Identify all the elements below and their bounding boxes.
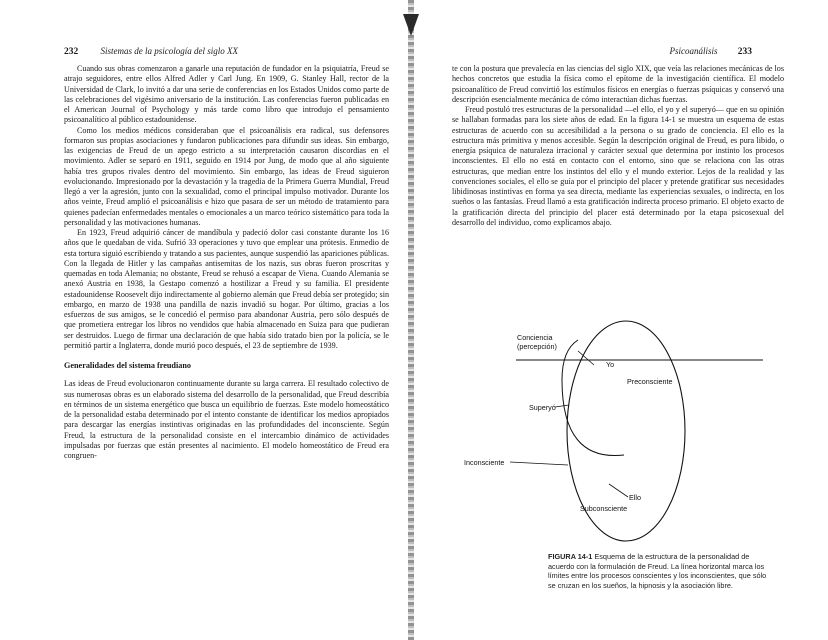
section-paragraph: Las ideas de Freud evolucionaron continuamente durante su larga carrera. El resultado colectivo de sus numerosas obras es un elaborado sistema del desarrollo de la personalidad, que Freud describía en términos de un sistema energético que busca un equilibrio de fuerzas. Este modelo homeostático de la personalidad estaba determinado por el intento constante de identificar los medios apropiados para descargar las energías instintivas originadas en las profundidades del inconsciente. Según Freud, la estructura de la personalidad consiste en el intercambio dinámico de actividades impulsadas por fuerzas que están presentes al nacimiento. El modelo homeostático de Freud era congruen-: [64, 379, 389, 460]
left-paragraph-3: En 1923, Freud adquirió cáncer de mandíbula y padeció dolor casi constante durante los 16 años que le quedaban de vida. Sufrió 33 operaciones y tuvo que emplear una prótesis. Enmedio de esta tortura siguió escribiendo y tratando a sus pacientes, aunque suspendió las apariciones públicas. Con la llegada de Hitler y las campañas antisemitas de los nazis, sus obras fueron proscritas y quemadas en toda Alemania; no obstante, Freud se rehusó a escapar de Viena. Cuando Alemania se anexó Austria en 1938, la Gestapo comenzó a hostilizar a Freud y su familia. El presidente estadounidense Roosevelt dijo indirectamente al gobierno alemán que Freud debía ser protegido; sin embargo, en marzo de 1938 una pandilla de nazis invadió su hogar. Por último, gracias a los esfuerzos de sus amigos, se le concedió el permiso para abandonar Austria, pero sólo después de que prometiera entregar los libros no vendidos que había almacenado en Suiza para que pudieran ser destruidos. Luego de firmar una declaración de que había sido tratado bien por la policía, se le permitió partir a Inglaterra, donde murió poco después, el 23 de septiembre de 1939.: [64, 228, 390, 350]
left-running-title: Sistemas de la psicología del siglo XX: [100, 46, 238, 56]
section-heading: Generalidades del sistema freudiano: [64, 361, 191, 370]
inconsciente-pointer-line: [510, 462, 568, 465]
figure-caption: [548, 552, 774, 590]
left-text-column: [64, 64, 389, 461]
label-superyo: Superyó: [529, 403, 556, 412]
label-inconsciente: Inconsciente: [464, 458, 505, 467]
figure-caption-text: Esquema de la estructura de la personalidad de acuerdo con la formulación de Freud. La línea horizontal marca los límites entre los procesos conscientes y los inconscientes, que sólo se cruzan en los sueños, la hipnosis y la asociación libre.: [548, 552, 767, 590]
right-paragraph-1: te con la postura que prevalecía en las ciencias del siglo XIX, que veía las relaciones mecánicas de los hechos concretos que estudia la física como el epítome de la investigación científica. El modelo psicoanalítico de Freud convirtió los estímulos físicos en energías o fuerzas psíquicas y conservó una descripción esencialmente mecánica de cómo interactúan dichas fuerzas.: [452, 64, 784, 104]
right-page: [418, 0, 828, 640]
right-page-number: 233: [737, 47, 752, 57]
superyo-pointer-line: [555, 405, 569, 407]
left-page-number: 232: [64, 47, 79, 57]
inner-id-curve: [562, 340, 624, 456]
ello-pointer-line: [609, 484, 628, 497]
label-conciencia: Conciencia: [517, 333, 553, 342]
label-subconsciente: Subconsciente: [580, 504, 628, 513]
left-running-head: [64, 46, 238, 57]
personality-structure-diagram: [418, 0, 828, 640]
label-preconsciente: Preconsciente: [627, 377, 673, 386]
label-percepcion: (percepción): [517, 342, 557, 351]
left-paragraph-1: Cuando sus obras comenzaron a ganarle una reputación de fundador en la psiquiatría, Freud se atrajo seguidores, entre ellos Alfred Adler y Carl Jung. En 1909, G. Stanley Hall, rector de la Universidad de Clark, lo invitó a dar una serie de conferencias en los Estados Unidos como parte de las celebraciones del vigésimo aniversario de la institución. Las conferencias fueron publicadas en el American Journal of Psychology y más tarde como libro que introdujo el pensamiento psicoanalítico al público estadounidense.: [64, 64, 389, 125]
label-ello: Ello: [629, 493, 641, 502]
gutter-shadow-marker: [403, 14, 419, 36]
right-running-title: Psicoanálisis: [669, 46, 718, 56]
left-page: [0, 0, 410, 640]
figure-caption-label: FIGURA 14-1: [548, 552, 593, 561]
conciencia-pointer-line: [578, 351, 594, 365]
right-paragraph-2: Freud postuló tres estructuras de la personalidad —el ello, el yo y el superyó— que en su opinión se hallaban formadas para los siete años de edad. En la figura 14-1 se muestra un esquema de estas estructuras de acuerdo con su accesibilidad a la persona o su grado de conciencia. El ello es la estructura más primitiva y menos accesible. Según la descripción original de Freud, es pura libido, o energía psíquica de naturaleza irracional y carácter sexual que determina por instinto los procesos inconscientes. El ello no está en contacto con el entorno, sino que se relaciona con las otras estructuras, que median entre los instintos del ello y el mundo exterior. Lejos de la realidad y las convenciones sociales, el ello se guía por el principio del placer y pretende gratificar sus necesidades libidinosas instintivas en forma ya sea directa, mediante las experiencias sexuales, o indirecta, en los sueños o las fantasías. Freud llamó a esta gratificación indirecta proceso primario. El objeto exacto de la gratificación directa del principio del placer está determinado por la etapa psicosexual del desarrollo del individuo, como explicamos abajo.: [452, 105, 784, 227]
book-gutter: [408, 0, 414, 640]
left-paragraph-2: Como los medios médicos consideraban que el psicoanálisis era radical, sus defensores formaron sus propias asociaciones y fundaron publicaciones para difundir sus ideas. Sin embargo, las exigencias de Freud de un apego estricto a su interpretación causaron discordias en el movimiento. Adler se separó en 1911, seguido en 1914 por Jung, de modo que al año siguiente había tres grupos rivales dentro del movimiento. Sin embargo, las ideas de Freud siguieron evolucionando. Impresionado por la devastación y la tragedia de la Primera Guerra Mundial, Freud llegó a ver la agresión, junto con la sexualidad, como el principal impulso motivador. Durante los años veinte, Freud amplió el psicoanálisis e hizo que pasara de ser un método de tratamiento para quienes padecían enfermedades mentales o emocionales a un marco teórico sistemático para toda la personalidad y las motivaciones humanas.: [64, 125, 389, 227]
label-yo: Yo: [606, 360, 615, 369]
